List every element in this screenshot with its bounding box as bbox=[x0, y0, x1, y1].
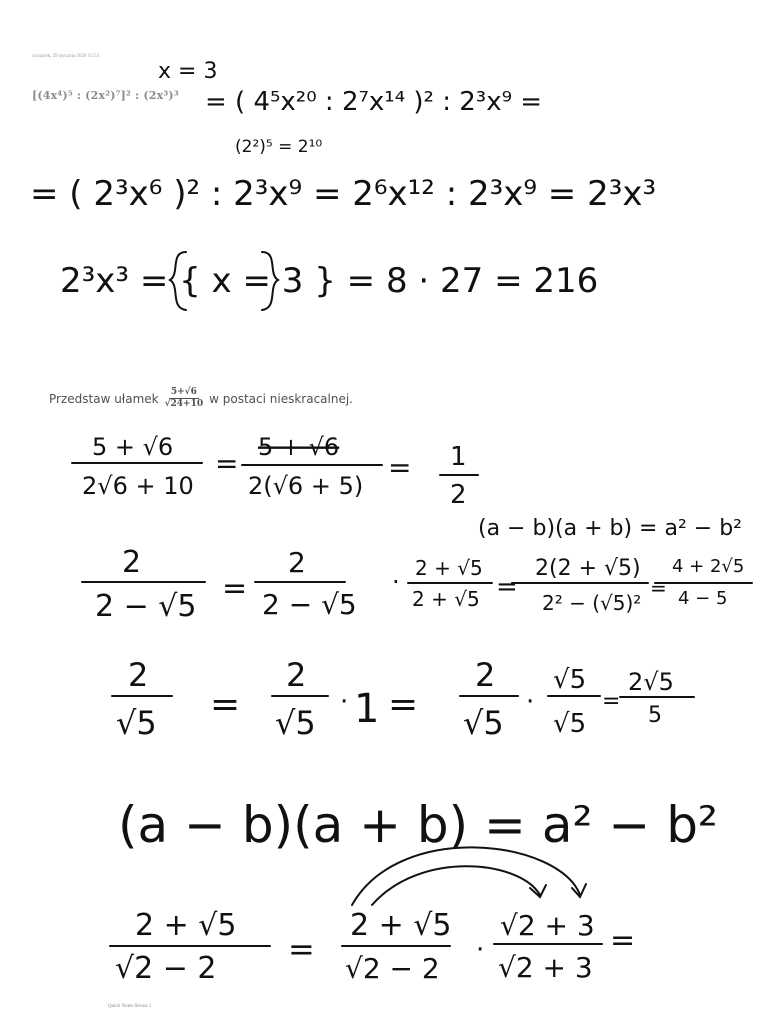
hw-f1-rhs-num: 1 bbox=[450, 442, 467, 472]
hw-f3-e-num: 2√5 bbox=[628, 668, 674, 696]
hw-f1-lhs-num: 5 + √6 bbox=[92, 433, 174, 461]
hw-f4-c-num: √2 + 3 bbox=[500, 909, 595, 942]
hw-f4-a-den: √2 − 2 bbox=[115, 951, 217, 986]
hw-f2-b-num: 2 bbox=[288, 546, 306, 579]
hw-eq: = bbox=[496, 572, 518, 602]
hw-f2-d-den: 2² − (√5)² bbox=[542, 591, 642, 615]
hw-f3-c-den: √5 bbox=[463, 704, 504, 742]
page-footer: Quick Notes Strona 1 bbox=[108, 1004, 152, 1009]
hw-eq: = bbox=[602, 689, 621, 714]
hw-identity-big: (a − b)(a + b) = a² − b² bbox=[118, 796, 718, 854]
hw-f1-mid-num: 5 + √6 bbox=[258, 433, 340, 461]
task-suffix: w postaci nieskracalnej. bbox=[209, 391, 353, 406]
hw-f2-b-den: 2 − √5 bbox=[262, 588, 357, 621]
hw-f3-one: 1 bbox=[354, 686, 380, 732]
hw-f3-e-den: 5 bbox=[648, 703, 662, 728]
hw-eq: = bbox=[610, 923, 636, 958]
hw-f3-d-den: √5 bbox=[553, 709, 587, 739]
hw-f2-a-num: 2 bbox=[122, 545, 142, 580]
hw-f4-b-num: 2 + √5 bbox=[350, 908, 452, 943]
hw-f2-c-den: 2 + √5 bbox=[412, 587, 480, 611]
page-timestamp: czwartek, 29 stycznia 2026 15:53 bbox=[32, 54, 100, 59]
hw-dot: · bbox=[340, 687, 349, 717]
printed-expression: [(4x⁴)⁵ : (2x²)⁷]² : (2x³)³ bbox=[32, 89, 179, 102]
hw-f3-c-num: 2 bbox=[475, 656, 496, 694]
hw-eq: = bbox=[288, 930, 315, 968]
hw-f4-a-num: 2 + √5 bbox=[135, 908, 237, 943]
hw-f2-e-den: 4 − 5 bbox=[678, 588, 728, 609]
hw-f3-d-num: √5 bbox=[553, 665, 587, 695]
hw-f2-a-den: 2 − √5 bbox=[95, 589, 197, 624]
hw-f3-b-num: 2 bbox=[286, 656, 307, 694]
hw-identity-small: (a − b)(a + b) = a² − b² bbox=[478, 516, 742, 541]
hw-step2: = ( 2³x⁶ )² : 2³x⁹ = 2⁶x¹² : 2³x⁹ = 2³x³ bbox=[30, 174, 657, 214]
hw-f1-rhs-den: 2 bbox=[450, 480, 467, 510]
arc-arrow-outer bbox=[352, 847, 580, 905]
hw-eq: = bbox=[210, 684, 241, 725]
hw-f2-d-num: 2(2 + √5) bbox=[535, 556, 641, 581]
hw-f1-mid-den: 2(√6 + 5) bbox=[248, 472, 364, 500]
hw-f4-c-den: √2 + 3 bbox=[498, 951, 593, 984]
hw-f3-a-num: 2 bbox=[128, 656, 149, 694]
hw-eq: = bbox=[222, 571, 248, 606]
hw-given: x = 3 bbox=[158, 59, 218, 84]
hw-f2-c-num: 2 + √5 bbox=[415, 556, 483, 580]
hw-note: (2²)⁵ = 2¹⁰ bbox=[235, 137, 323, 157]
hw-dot: · bbox=[526, 687, 535, 717]
hw-eq: = bbox=[388, 684, 419, 725]
hw-f4-b-den: √2 − 2 bbox=[345, 952, 440, 985]
hw-dot: · bbox=[476, 935, 485, 965]
hw-step3: 2³x³ = { x = 3 } = 8 · 27 = 216 bbox=[60, 261, 599, 301]
hw-eq: = bbox=[388, 451, 412, 484]
task-fraction-numerator: 5+√6 bbox=[170, 387, 197, 397]
hw-eq: = bbox=[650, 576, 667, 600]
task-prefix: Przedstaw ułamek bbox=[49, 391, 159, 406]
hw-f3-a-den: √5 bbox=[116, 704, 157, 742]
arc-arrow-inner bbox=[372, 866, 540, 905]
hw-f3-b-den: √5 bbox=[275, 704, 316, 742]
hw-f1-lhs-den: 2√6 + 10 bbox=[82, 472, 194, 500]
hw-dot: · bbox=[392, 568, 400, 596]
hw-f2-e-num: 4 + 2√5 bbox=[672, 556, 745, 577]
hw-step1: = ( 4⁵x²⁰ : 2⁷x¹⁴ )² : 2³x⁹ = bbox=[205, 87, 543, 117]
hw-eq: = bbox=[215, 447, 239, 480]
task-fraction-denominator: √24+10 bbox=[164, 399, 204, 409]
